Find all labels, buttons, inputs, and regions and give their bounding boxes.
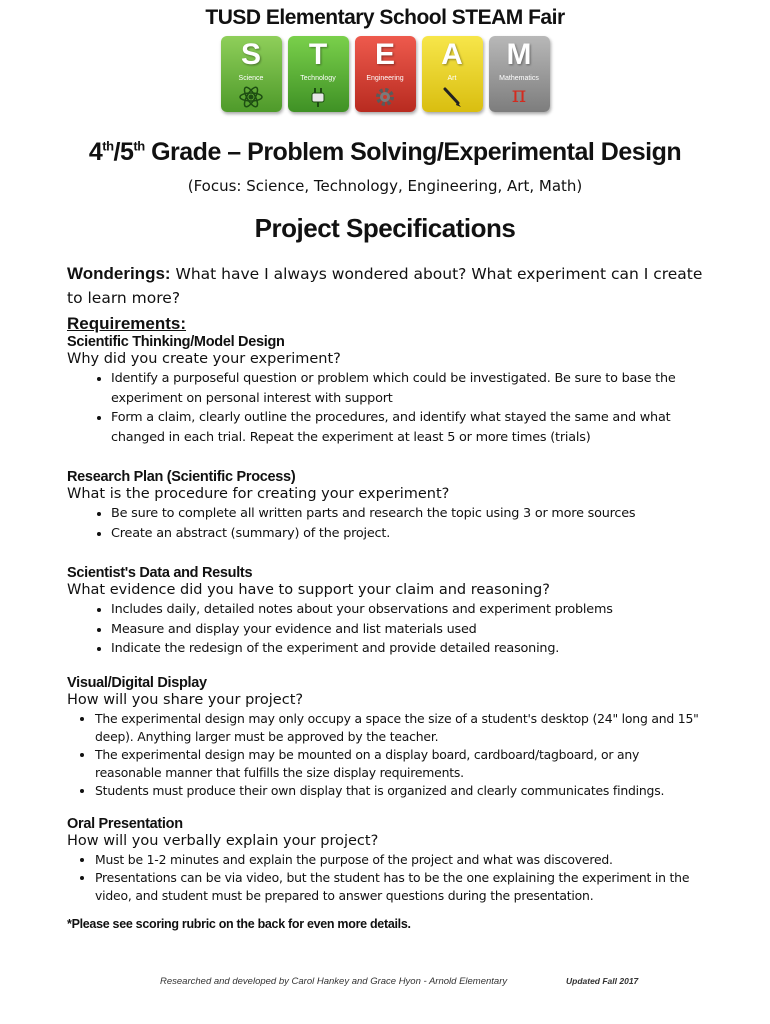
- scientific-question: Why did you create your experiment?: [67, 351, 341, 367]
- grade-four-suffix: th: [102, 138, 114, 154]
- tile-letter: T: [308, 38, 328, 71]
- wonderings-text: What have I always wondered about? What experiment can I create to learn more?: [67, 265, 703, 307]
- oral-question: How will you verbally explain your project?: [67, 832, 379, 849]
- wonderings-label: Wonderings:: [67, 264, 171, 283]
- spec-title: Project Specifications: [254, 213, 516, 243]
- data-question: What evidence did you have to support your claim and reasoning?: [67, 582, 550, 598]
- grade-slash: /: [113, 138, 120, 166]
- rubric-note: *Please see scoring rubric on the back for even more details.: [67, 916, 411, 931]
- list-item: • Be sure to complete all written parts and research the topic using 3 or more sources: [111, 504, 707, 524]
- research-heading: Research Plan (Scientific Process): [67, 469, 296, 485]
- grade-five-suffix: th: [133, 138, 145, 154]
- visual-list: [67, 710, 707, 800]
- data-heading: Scientist's Data and Results: [67, 565, 253, 581]
- tile-letter: A: [441, 38, 463, 71]
- tile-word: Art: [447, 75, 457, 82]
- list-item: • Indicate the redesign of the experiment and provide detailed reasoning.: [111, 639, 707, 659]
- list-item: • Form a claim, clearly outline the procedures, and identify what stayed the same and what changed in each trial. Repeat the experiment at least 5 or more times (trials): [111, 408, 707, 447]
- footer-updated: Updated Fall 2017: [566, 976, 639, 986]
- visual-question: How will you share your project?: [67, 691, 304, 708]
- grade-title: [0, 138, 770, 167]
- grade-title-rest: Grade – Problem Solving/Experimental Design: [144, 138, 682, 166]
- list-item: • The experimental design may be mounted on a display board, cardboard/tagboard, or any reasonable manner that fulfills the size display requirements.: [95, 746, 707, 782]
- list-item: • Create an abstract (summary) of the project.: [111, 524, 707, 544]
- scientific-list: [67, 369, 707, 447]
- list-item: • Presentations can be via video, but the student has to be the one explaining the experiment in the video, and student must be prepared to answer questions during the presentation.: [95, 869, 707, 905]
- list-item: • Measure and display your evidence and list materials used: [111, 620, 707, 640]
- list-item: • Students must produce their own display that is organized and clearly communicates findings.: [95, 782, 707, 800]
- oral-list: [67, 851, 707, 905]
- footer-credit: Researched and developed by Carol Hankey and Grace Hyon - Arnold Elementary: [160, 976, 508, 987]
- tile-science: [221, 36, 282, 112]
- paintbrush-icon: [439, 86, 465, 108]
- tile-word: Technology: [300, 75, 336, 82]
- wonderings: [67, 262, 707, 310]
- page-header: [0, 6, 770, 112]
- list-item: • Must be 1-2 minutes and explain the purpose of the project and what was discovered.: [95, 851, 707, 869]
- atom-icon: [238, 86, 264, 108]
- plug-icon: [305, 86, 331, 108]
- tile-word: Mathematics: [499, 75, 539, 82]
- research-list: [67, 504, 707, 543]
- tile-letter: M: [506, 38, 532, 71]
- list-item: • Identify a purposeful question or problem which could be investigated. Be sure to base the experiment on personal interest with support: [111, 369, 707, 408]
- pi-icon: π: [511, 83, 527, 108]
- focus-subtitle: (Focus: Science, Technology, Engineering, Art, Math): [187, 177, 583, 195]
- tile-word: Science: [238, 75, 264, 82]
- list-item: • Includes daily, detailed notes about your observations and experiment problems: [111, 600, 707, 620]
- grade-four: 4: [88, 138, 103, 166]
- tile-letter: S: [240, 38, 261, 71]
- content-body: [67, 262, 707, 931]
- research-question: What is the procedure for creating your experiment?: [67, 486, 450, 502]
- tile-letter: E: [374, 38, 395, 71]
- tile-technology: [288, 36, 349, 112]
- gear-icon: [372, 86, 398, 108]
- tile-mathematics: [489, 36, 550, 112]
- fair-title: TUSD Elementary School STEAM Fair: [205, 6, 565, 29]
- tile-art: [422, 36, 483, 112]
- steam-logo: [0, 36, 770, 112]
- tile-engineering: [355, 36, 416, 112]
- data-list: [67, 600, 707, 659]
- grade-five: 5: [119, 138, 134, 166]
- list-item: • The experimental design may only occupy a space the size of a student's desktop (24" long and 15" deep). Anything larger must be approved by the teacher.: [95, 710, 707, 746]
- visual-heading: Visual/Digital Display: [67, 674, 207, 691]
- requirements-heading: Requirements:: [67, 314, 187, 333]
- oral-heading: Oral Presentation: [67, 815, 183, 832]
- tile-word: Engineering: [366, 75, 404, 82]
- scientific-heading: Scientific Thinking/Model Design: [67, 334, 285, 350]
